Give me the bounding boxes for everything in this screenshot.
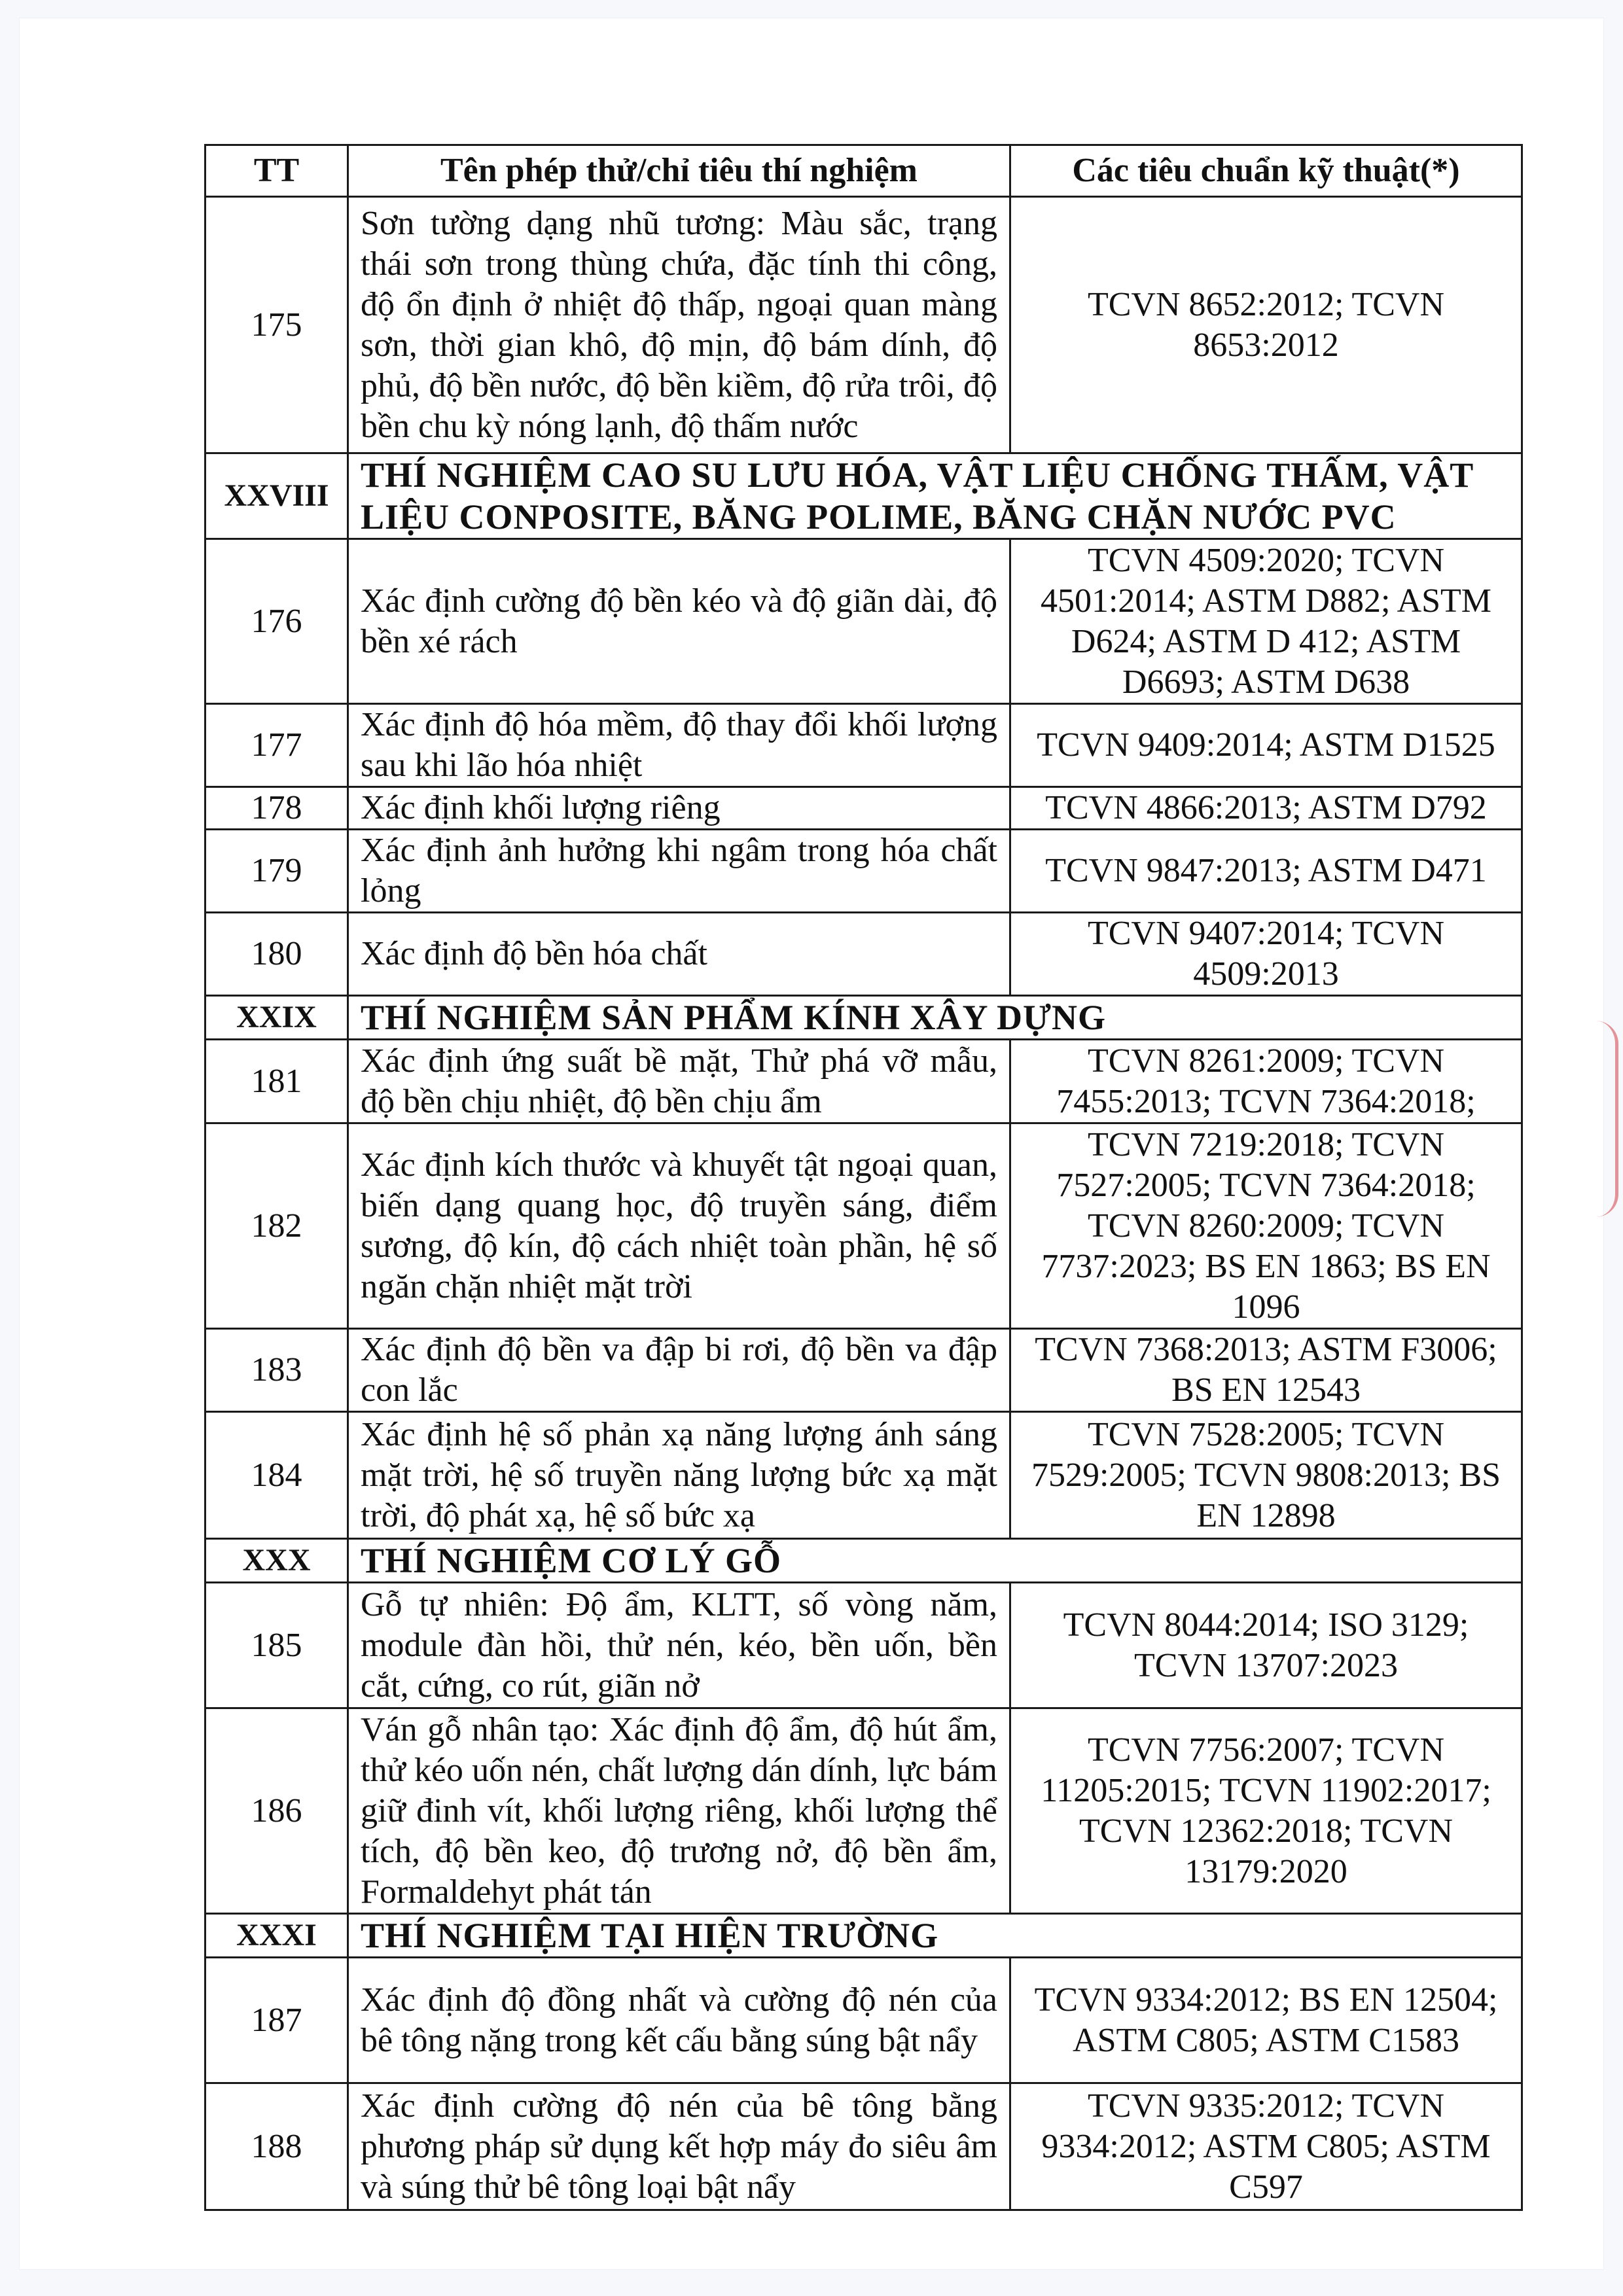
table-row <box>205 704 1522 787</box>
standards: TCVN 8044:2014; ISO 3129; TCVN 13707:2023 <box>1010 1583 1522 1708</box>
row-number: 183 <box>205 1329 348 1412</box>
table-row <box>205 830 1522 913</box>
standards: TCVN 9407:2014; TCVN 4509:2013 <box>1010 913 1522 996</box>
test-name: Xác định hệ số phản xạ năng lượng ánh sáng mặt trời, hệ số truyền năng lượng bức xạ mặt trời, độ phát xạ, hệ số bức xạ <box>348 1412 1010 1539</box>
section-title: THÍ NGHIỆM CAO SU LƯU HÓA, VẬT LIỆU CHỐNG THẤM, VẬT LIỆU CONPOSITE, BĂNG POLIME, BĂNG CHẶN NƯỚC PVC <box>348 453 1522 539</box>
test-name: Xác định kích thước và khuyết tật ngoại quan, biến dạng quang học, độ truyền sáng, điểm sương, độ kín, độ cách nhiệt toàn phần, hệ số ngăn chặn nhiệt mặt trời <box>348 1123 1010 1329</box>
row-number: 184 <box>205 1412 348 1539</box>
standards: TCVN 7756:2007; TCVN 11205:2015; TCVN 11902:2017; TCVN 12362:2018; TCVN 13179:2020 <box>1010 1708 1522 1914</box>
header-standards: Các tiêu chuẩn kỹ thuật(*) <box>1010 145 1522 197</box>
section-number: XXX <box>205 1539 348 1583</box>
table-row <box>205 1412 1522 1539</box>
row-number: 185 <box>205 1583 348 1708</box>
table-row <box>205 1329 1522 1412</box>
test-name: Xác định ứng suất bề mặt, Thử phá vỡ mẫu, độ bền chịu nhiệt, độ bền chịu ẩm <box>348 1040 1010 1123</box>
table-row <box>205 1708 1522 1914</box>
table-row <box>205 539 1522 704</box>
standards: TCVN 4866:2013; ASTM D792 <box>1010 787 1522 830</box>
table-row <box>205 2083 1522 2210</box>
table-row <box>205 1958 1522 2083</box>
table-row <box>205 787 1522 830</box>
test-name: Xác định khối lượng riêng <box>348 787 1010 830</box>
row-number: 175 <box>205 197 348 453</box>
row-number: 182 <box>205 1123 348 1329</box>
section-title: THÍ NGHIỆM CƠ LÝ GỖ <box>348 1539 1522 1583</box>
row-number: 187 <box>205 1958 348 2083</box>
test-name: Ván gỗ nhân tạo: Xác định độ ẩm, độ hút ẩm, thử kéo uốn nén, chất lượng dán dính, lực bám giữ đinh vít, khối lượng riêng, khối lượng thể tích, độ bền keo, độ trương nở, độ bền ẩm, Formaldehyt phát tán <box>348 1708 1010 1914</box>
row-number: 179 <box>205 830 348 913</box>
row-number: 186 <box>205 1708 348 1914</box>
standards: TCVN 8652:2012; TCVN 8653:2012 <box>1010 197 1522 453</box>
table-row <box>205 913 1522 996</box>
section-number: XXXI <box>205 1914 348 1958</box>
table-row <box>205 1040 1522 1123</box>
standards: TCVN 8261:2009; TCVN 7455:2013; TCVN 7364:2018; <box>1010 1040 1522 1123</box>
standards: TCVN 9847:2013; ASTM D471 <box>1010 830 1522 913</box>
standards: TCVN 7368:2013; ASTM F3006; BS EN 12543 <box>1010 1329 1522 1412</box>
test-name: Xác định cường độ nén của bê tông bằng phương pháp sử dụng kết hợp máy đo siêu âm và súng thử bê tông loại bật nẩy <box>348 2083 1010 2210</box>
test-name: Xác định ảnh hưởng khi ngâm trong hóa chất lỏng <box>348 830 1010 913</box>
section-row <box>205 996 1522 1040</box>
table-row <box>205 197 1522 453</box>
section-title: THÍ NGHIỆM SẢN PHẨM KÍNH XÂY DỰNG <box>348 996 1522 1040</box>
test-name: Sơn tường dạng nhũ tương: Màu sắc, trạng thái sơn trong thùng chứa, đặc tính thi công, độ ổn định ở nhiệt độ thấp, ngoại quan màng sơn, thời gian khô, độ mịn, độ bám dính, độ phủ, độ bền nước, độ bền kiềm, độ rửa trôi, độ bền chu kỳ nóng lạnh, độ thấm nước <box>348 197 1010 453</box>
section-number: XXIX <box>205 996 348 1040</box>
table-header-row <box>205 145 1522 197</box>
test-name: Xác định độ hóa mềm, độ thay đổi khối lượng sau khi lão hóa nhiệt <box>348 704 1010 787</box>
standards: TCVN 9334:2012; BS EN 12504; ASTM C805; ASTM C1583 <box>1010 1958 1522 2083</box>
test-standards-table <box>204 144 1523 2211</box>
section-row <box>205 1539 1522 1583</box>
section-row <box>205 453 1522 539</box>
test-name: Gỗ tự nhiên: Độ ẩm, KLTT, số vòng năm, module đàn hồi, thử nén, kéo, bền uốn, bền cắt, cứng, co rút, giãn nở <box>348 1583 1010 1708</box>
section-number: XXVIII <box>205 453 348 539</box>
document-page <box>20 18 1603 2269</box>
test-name: Xác định độ bền hóa chất <box>348 913 1010 996</box>
header-tt: TT <box>205 145 348 197</box>
standards: TCVN 9409:2014; ASTM D1525 <box>1010 704 1522 787</box>
standards: TCVN 4509:2020; TCVN 4501:2014; ASTM D882; ASTM D624; ASTM D 412; ASTM D6693; ASTM D638 <box>1010 539 1522 704</box>
standards: TCVN 7219:2018; TCVN 7527:2005; TCVN 7364:2018; TCVN 8260:2009; TCVN 7737:2023; BS EN 1863; BS EN 1096 <box>1010 1123 1522 1329</box>
row-number: 180 <box>205 913 348 996</box>
test-name: Xác định độ đồng nhất và cường độ nén của bê tông nặng trong kết cấu bằng súng bật nẩy <box>348 1958 1010 2083</box>
section-title: THÍ NGHIỆM TẠI HIỆN TRƯỜNG <box>348 1914 1522 1958</box>
row-number: 176 <box>205 539 348 704</box>
table-row <box>205 1123 1522 1329</box>
test-name: Xác định cường độ bền kéo và độ giãn dài, độ bền xé rách <box>348 539 1010 704</box>
row-number: 181 <box>205 1040 348 1123</box>
row-number: 188 <box>205 2083 348 2210</box>
row-number: 177 <box>205 704 348 787</box>
test-name: Xác định độ bền va đập bi rơi, độ bền va đập con lắc <box>348 1329 1010 1412</box>
section-row <box>205 1914 1522 1958</box>
standards: TCVN 9335:2012; TCVN 9334:2012; ASTM C805; ASTM C597 <box>1010 2083 1522 2210</box>
red-stamp-edge <box>1596 1021 1618 1217</box>
standards: TCVN 7528:2005; TCVN 7529:2005; TCVN 9808:2013; BS EN 12898 <box>1010 1412 1522 1539</box>
header-test-name: Tên phép thử/chỉ tiêu thí nghiệm <box>348 145 1010 197</box>
table-row <box>205 1583 1522 1708</box>
row-number: 178 <box>205 787 348 830</box>
